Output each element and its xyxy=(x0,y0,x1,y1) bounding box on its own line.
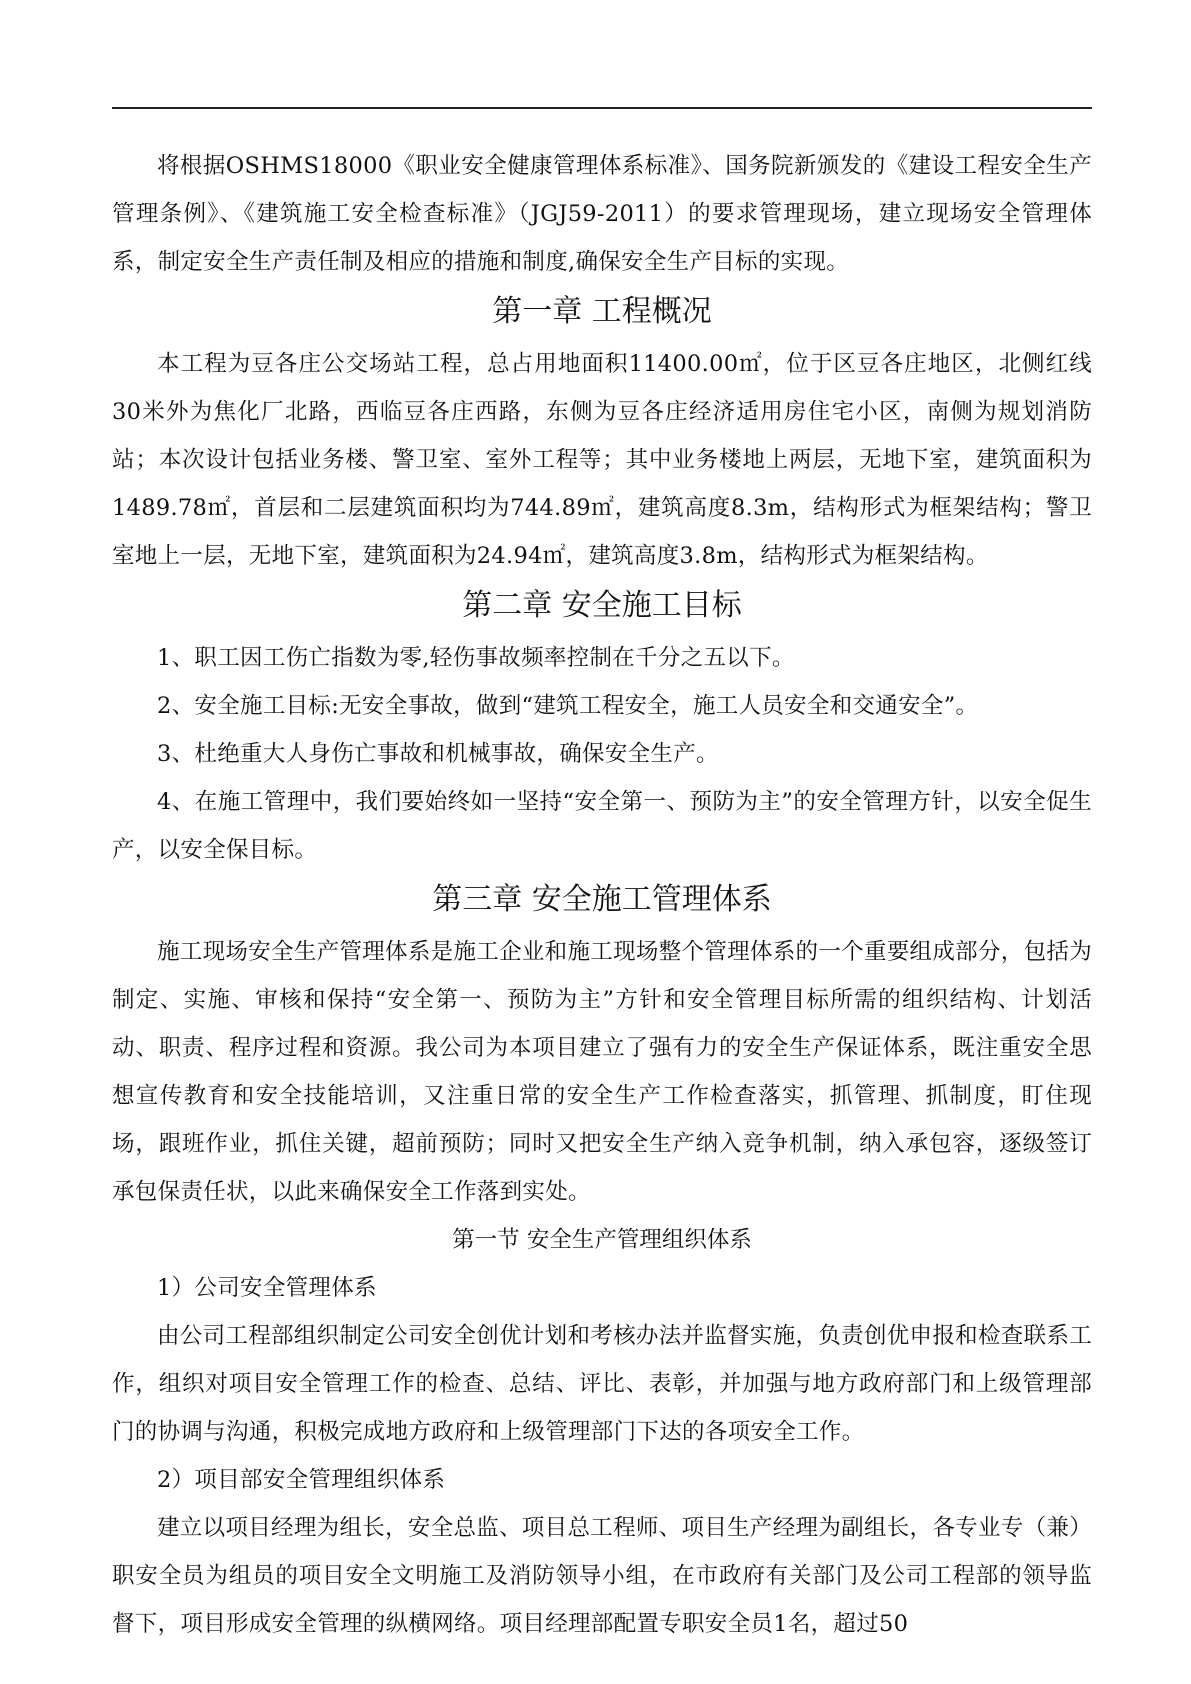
header-rule xyxy=(112,107,1092,109)
goal-item-3: 3、杜绝重大人身伤亡事故和机械事故，确保安全生产。 xyxy=(157,741,719,767)
chapter-3-heading: 第三章 安全施工管理体系 xyxy=(432,882,772,917)
project-system-title: 2）项目部安全管理组织体系 xyxy=(157,1467,446,1493)
company-system-paragraph: 由公司工程部组织制定公司安全创优计划和考核办法并监督实施，负责创优申报和检查联系工作，组织对项目安全管理工作的检查、总结、评比、表彰，并加强与地方政府部门和上级管理部门的协调与沟通，积极完成地方政府和上级管理部门下达的各项安全工作。 xyxy=(112,1323,1092,1445)
goal-item-1: 1、职工因工伤亡指数为零,轻伤事故频率控制在千分之五以下。 xyxy=(157,645,795,671)
section-1-heading: 第一节 安全生产管理组织体系 xyxy=(452,1227,752,1253)
system-paragraph: 施工现场安全生产管理体系是施工企业和施工现场整个管理体系的一个重要组成部分，包括为制定、实施、审核和保持“安全第一、预防为主”方针和安全管理目标所需的组织结构、计划活动、职责、程序过程和资源。我公司为本项目建立了强有力的安全生产保证体系，既注重安全思想宣传教育和安全技能培训，又注重日常的安全生产工作检查落实，抓管理、抓制度，盯住现场，跟班作业，抓住关键，超前预防；同时又把安全生产纳入竞争机制，纳入承包容，逐级签订承包保责任状，以此来确保安全工作落到实处。 xyxy=(112,939,1092,1205)
intro-paragraph: 将根据OSHMS18000《职业安全健康管理体系标准》、国务院新颁发的《建设工程安全生产管理条例》、《建筑施工安全检查标准》（JGJ59-2011）的要求管理现场，建立现场安全管理体系，制定安全生产责任制及相应的措施和制度,确保安全生产目标的实现。 xyxy=(112,153,1092,275)
document-body xyxy=(112,142,1092,1648)
overview-paragraph: 本工程为豆各庄公交场站工程，总占用地面积11400.00㎡，位于区豆各庄地区，北侧红线30米外为焦化厂北路，西临豆各庄西路，东侧为豆各庄经济适用房住宅小区，南侧为规划消防站；本次设计包括业务楼、警卫室、室外工程等；其中业务楼地上两层，无地下室，建筑面积为1489.78㎡，首层和二层建筑面积均为744.89㎡，建筑高度8.3m，结构形式为框架结构；警卫室地上一层，无地下室，建筑面积为24.94㎡，建筑高度3.8m，结构形式为框架结构。 xyxy=(112,351,1092,569)
goal-item-2: 2、安全施工目标:无安全事故，做到“建筑工程安全，施工人员安全和交通安全”。 xyxy=(157,693,979,719)
project-system-paragraph: 建立以项目经理为组长，安全总监、项目总工程师、项目生产经理为副组长，各专业专（兼）职安全员为组员的项目安全文明施工及消防领导小组，在市政府有关部门及公司工程部的领导监督下，项目形成安全管理的纵横网络。项目经理部配置专职安全员1名，超过50 xyxy=(112,1515,1092,1637)
company-system-title: 1）公司安全管理体系 xyxy=(157,1275,377,1301)
goal-item-4: 4、在施工管理中，我们要始终如一坚持“安全第一、预防为主”的安全管理方针，以安全促生产，以安全保目标。 xyxy=(112,789,1092,863)
chapter-2-heading: 第二章 安全施工目标 xyxy=(462,588,742,623)
chapter-1-heading: 第一章 工程概况 xyxy=(492,294,712,329)
